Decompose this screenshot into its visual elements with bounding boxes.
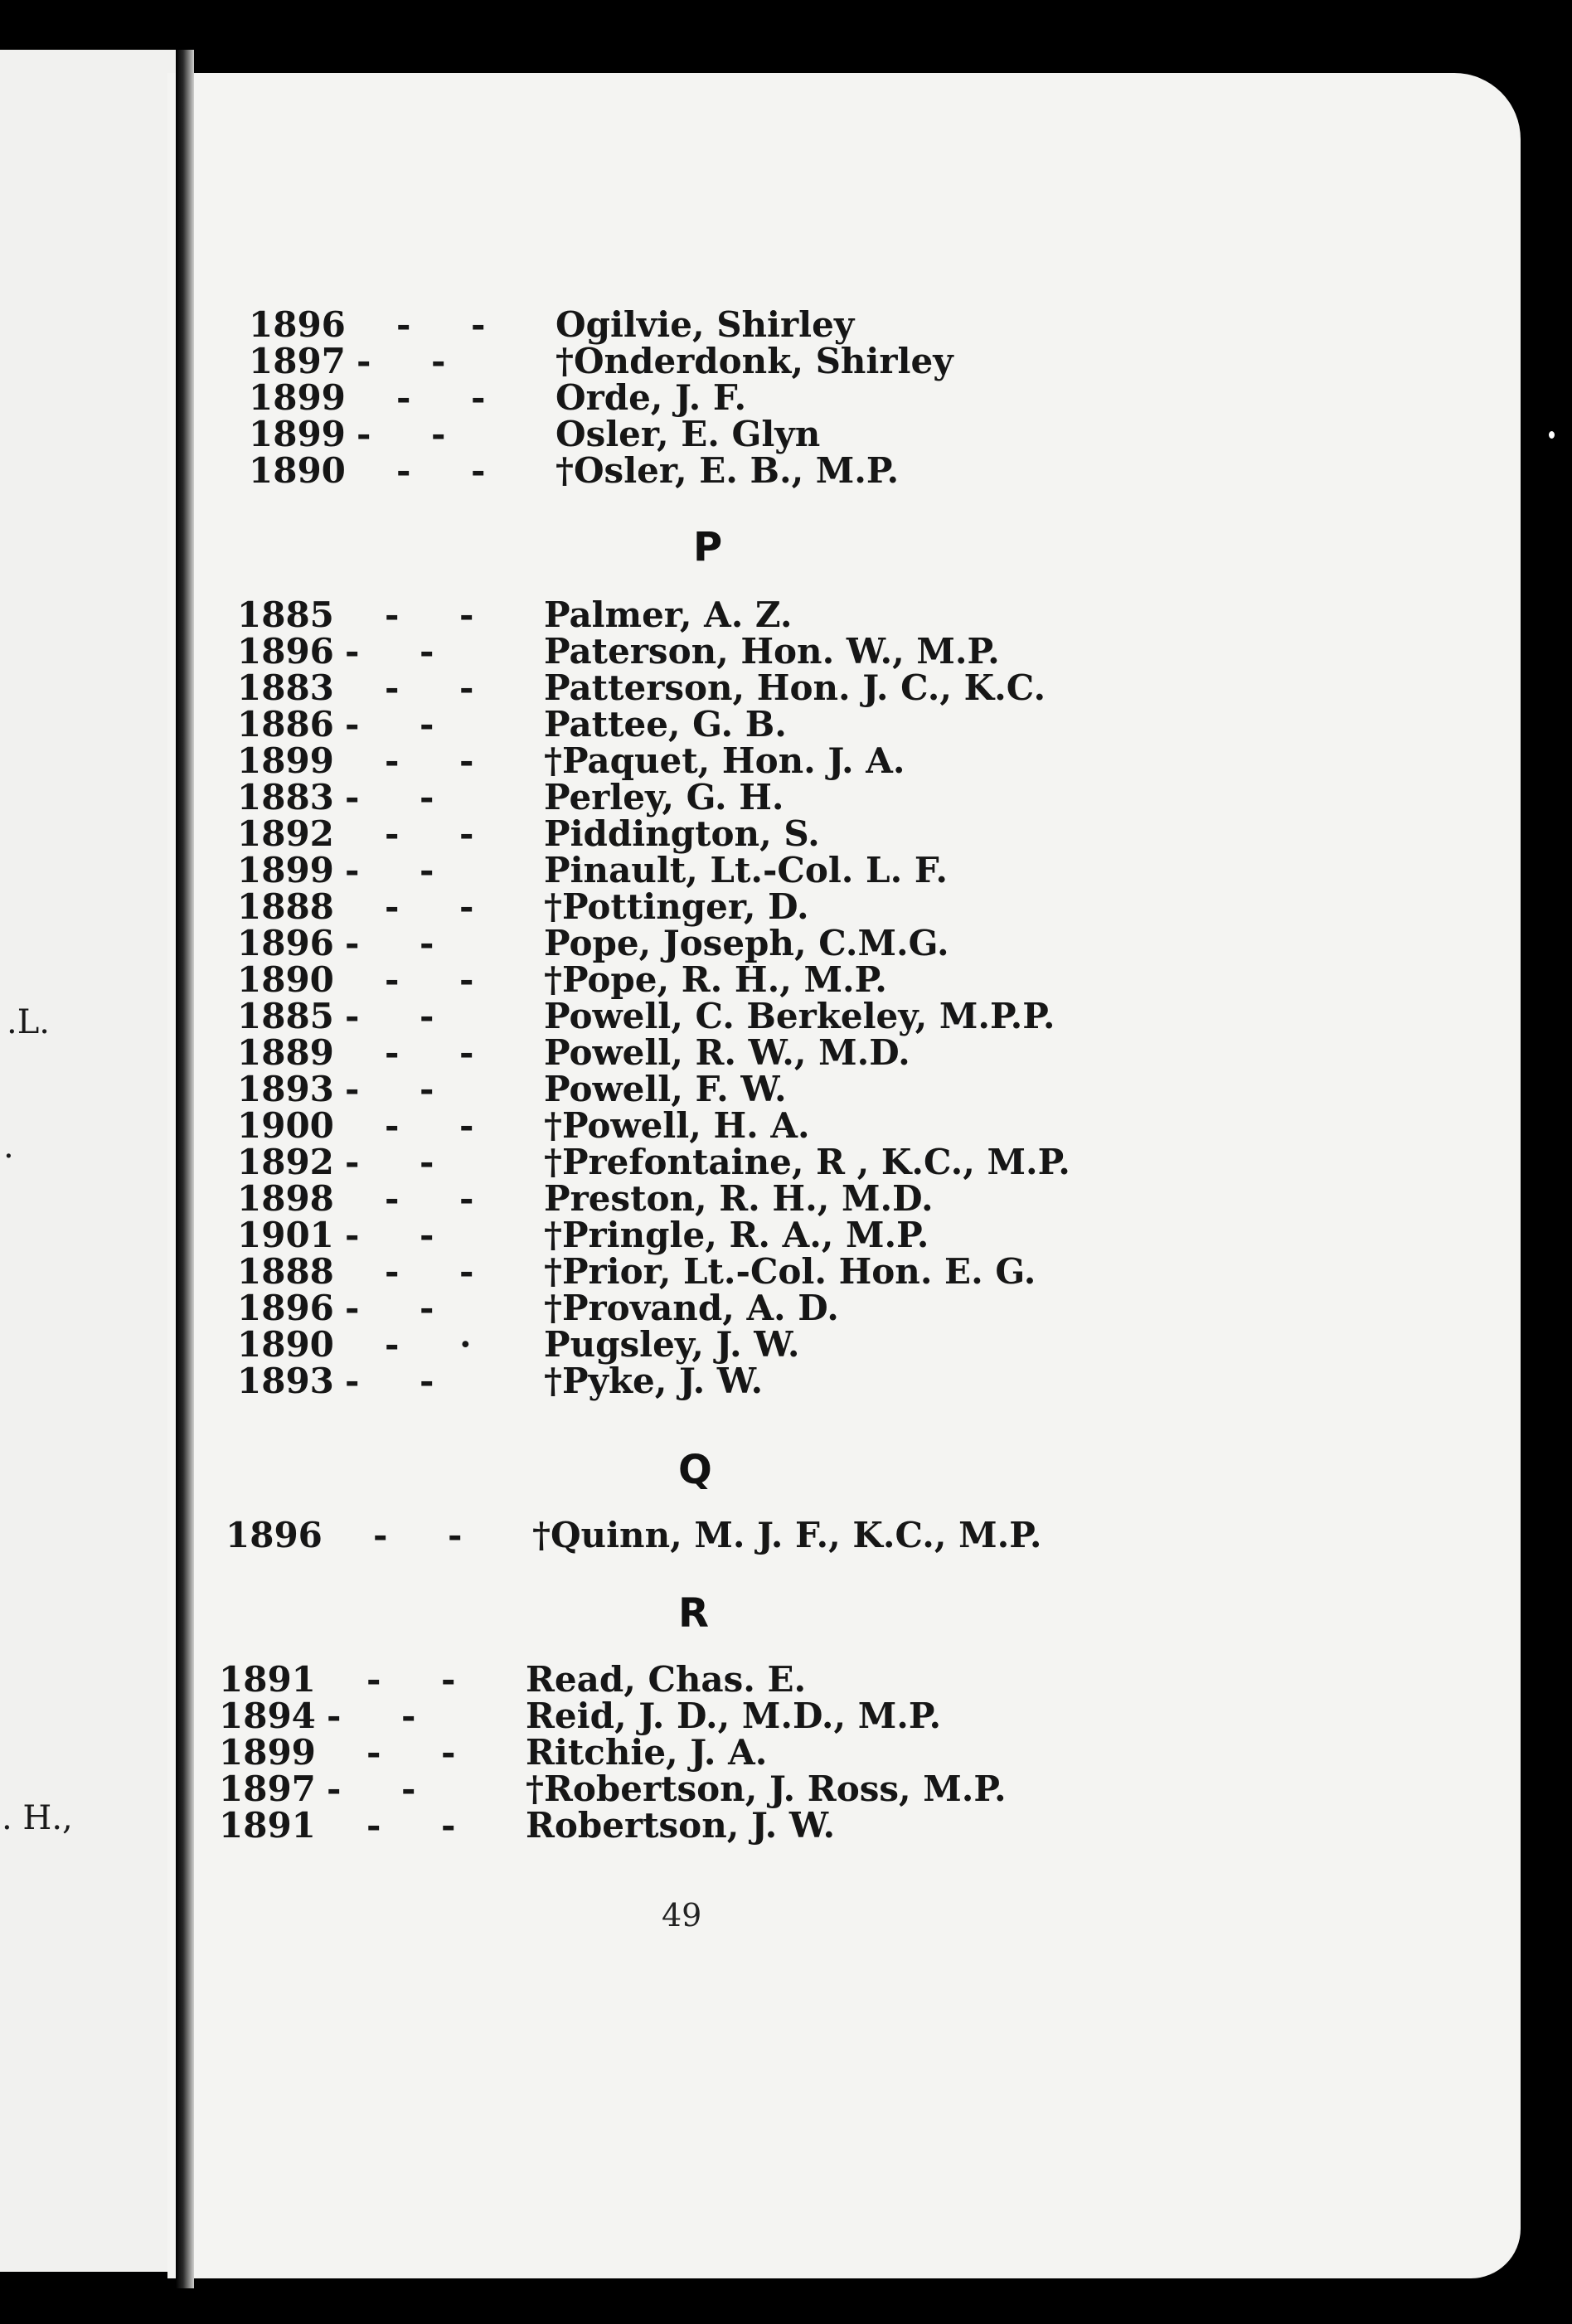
entry-name: †Pottinger, D.: [544, 886, 809, 927]
entry-dash: -: [420, 704, 434, 745]
entry-dash: -: [401, 1768, 416, 1809]
entry-dash: -: [345, 777, 360, 818]
entry-name: Powell, R. W., M.D.: [544, 1032, 910, 1073]
entry-name: †Osler, E. B., M.P.: [556, 450, 900, 491]
entry-name: Perley, G. H.: [544, 777, 784, 818]
entry-dash: -: [385, 740, 400, 781]
left-page-fragment: .: [3, 1128, 14, 1166]
page-number: 49: [662, 1897, 702, 1933]
entry-name: †Paquet, Hon. J. A.: [544, 740, 905, 781]
entry-year: 1886: [237, 704, 334, 745]
entry-year: 1889: [237, 1032, 334, 1073]
entry-year: 1896: [249, 304, 346, 345]
entry-year: 1896: [226, 1515, 323, 1555]
entry-dash: -: [441, 1732, 456, 1773]
entry-dash: -: [471, 377, 486, 418]
entry-dash: -: [459, 813, 474, 854]
entry-year: 1891: [219, 1805, 316, 1846]
entry-dash: -: [345, 923, 360, 963]
entry-dash: -: [420, 850, 434, 890]
section-letter-heading: R: [678, 1590, 709, 1637]
entry-name: †Pringle, R. A., M.P.: [544, 1215, 929, 1255]
left-page-fragment: .L.: [7, 1003, 50, 1041]
entry-name: Ogilvie, Shirley: [556, 304, 855, 345]
entry-year: 1899: [249, 377, 346, 418]
entry-year: 1901: [237, 1215, 334, 1255]
entry-name: †Powell, H. A.: [544, 1105, 810, 1146]
entry-year: 1891: [219, 1659, 316, 1700]
entry-dash: -: [420, 1361, 434, 1401]
entry-dash: -: [459, 740, 474, 781]
entry-name: †Quinn, M. J. F., K.C., M.P.: [532, 1515, 1042, 1555]
entry-dash: -: [345, 1142, 360, 1182]
entry-name: Orde, J. F.: [556, 377, 747, 418]
entry-name: Pattee, G. B.: [544, 704, 787, 745]
entry-year: 1885: [237, 996, 334, 1036]
entry-dash: -: [396, 450, 411, 491]
entry-name: Preston, R. H., M.D.: [544, 1178, 934, 1219]
section-letter-heading: P: [693, 524, 723, 570]
entry-name: Ritchie, J. A.: [526, 1732, 768, 1773]
entry-name: Powell, F. W.: [544, 1069, 787, 1109]
entry-year: 1890: [237, 1324, 334, 1365]
entry-year: 1899: [237, 740, 334, 781]
entry-name: †Onderdonk, Shirley: [556, 341, 953, 381]
entry-dash: -: [385, 1032, 400, 1073]
entry-year: 1890: [249, 450, 346, 491]
entry-year: 1888: [237, 1251, 334, 1292]
entry-dash: -: [385, 1178, 400, 1219]
entry-dash: -: [385, 1251, 400, 1292]
entry-name: Pinault, Lt.-Col. L. F.: [544, 850, 949, 890]
entry-dash: -: [401, 1696, 416, 1736]
entry-dash: -: [345, 1069, 360, 1109]
entry-year: 1888: [237, 886, 334, 927]
entry-year: 1883: [237, 777, 334, 818]
entry-name: Palmer, A. Z.: [544, 594, 793, 635]
entry-year: 1899: [219, 1732, 316, 1773]
entry-name: Osler, E. Glyn: [556, 414, 821, 454]
entry-year: 1896: [237, 1288, 334, 1328]
entry-dash: -: [345, 1361, 360, 1401]
entry-dash: -: [459, 667, 474, 708]
entry-dash: -: [459, 959, 474, 1000]
entry-dash: -: [345, 1215, 360, 1255]
entry-year: 1898: [237, 1178, 334, 1219]
left-page-fragment: . H.,: [2, 1799, 73, 1837]
entry-dash: -: [357, 341, 371, 381]
entry-dash: -: [345, 631, 360, 672]
entry-dash: -: [357, 414, 371, 454]
entry-name: Robertson, J. W.: [526, 1805, 836, 1846]
entry-year: 1892: [237, 813, 334, 854]
dust-speck: [1549, 431, 1555, 439]
entry-year: 1892: [237, 1142, 334, 1182]
entry-dash: -: [459, 1105, 474, 1146]
entry-year: 1890: [237, 959, 334, 1000]
entry-name: †Pyke, J. W.: [544, 1361, 764, 1401]
entry-dash: -: [420, 631, 434, 672]
entry-dash: -: [345, 1288, 360, 1328]
entry-year: 1897: [219, 1768, 316, 1809]
entry-dash: -: [431, 414, 446, 454]
entry-dash: -: [327, 1768, 342, 1809]
entry-dash: -: [345, 850, 360, 890]
entry-dash: -: [420, 1288, 434, 1328]
entry-dash: -: [396, 377, 411, 418]
entry-name: Piddington, S.: [544, 813, 820, 854]
entry-dash: -: [327, 1696, 342, 1736]
entry-dash: -: [366, 1732, 381, 1773]
entry-year: 1896: [237, 923, 334, 963]
entry-dash: -: [420, 996, 434, 1036]
entry-name: †Pope, R. H., M.P.: [544, 959, 887, 1000]
entry-year: 1900: [237, 1105, 334, 1146]
entry-name: Read, Chas. E.: [526, 1659, 807, 1700]
entry-year: 1885: [237, 594, 334, 635]
entry-dash: -: [366, 1659, 381, 1700]
entry-dash: -: [420, 1215, 434, 1255]
entry-name: Paterson, Hon. W., M.P.: [544, 631, 1000, 672]
entry-dash: -: [420, 923, 434, 963]
entry-name: †Prior, Lt.-Col. Hon. E. G.: [544, 1251, 1036, 1292]
entry-year: 1894: [219, 1696, 316, 1736]
entry-dash: -: [459, 1251, 474, 1292]
entry-name: Reid, J. D., M.D., M.P.: [526, 1696, 942, 1736]
entry-dash: -: [345, 996, 360, 1036]
entry-dash: -: [471, 450, 486, 491]
entry-year: 1899: [237, 850, 334, 890]
entry-dash: -: [448, 1515, 463, 1555]
entry-dash: -: [459, 1178, 474, 1219]
entry-year: 1896: [237, 631, 334, 672]
entry-year: 1893: [237, 1361, 334, 1401]
section-letter-heading: Q: [678, 1447, 712, 1493]
entry-dash: -: [471, 304, 486, 345]
entry-dash: -: [459, 886, 474, 927]
entry-dash: -: [420, 1069, 434, 1109]
entry-dash: -: [396, 304, 411, 345]
entry-year: 1899: [249, 414, 346, 454]
entry-year: 1897: [249, 341, 346, 381]
entry-dash: -: [441, 1805, 456, 1846]
entry-dash: -: [385, 1324, 400, 1365]
entry-dash: -: [366, 1805, 381, 1846]
entry-name: †Provand, A. D.: [544, 1288, 839, 1328]
entry-dash: ·: [459, 1324, 472, 1365]
entry-dash: -: [385, 886, 400, 927]
entry-dash: -: [385, 667, 400, 708]
entry-name: †Robertson, J. Ross, M.P.: [526, 1768, 1007, 1809]
entry-year: 1883: [237, 667, 334, 708]
page-gutter: [176, 50, 194, 2288]
entry-dash: -: [420, 777, 434, 818]
entry-dash: -: [420, 1142, 434, 1182]
entry-dash: -: [385, 1105, 400, 1146]
left-page: [0, 50, 176, 2272]
entry-dash: -: [385, 959, 400, 1000]
entry-name: Patterson, Hon. J. C., K.C.: [544, 667, 1046, 708]
entry-dash: -: [345, 704, 360, 745]
entry-dash: -: [459, 1032, 474, 1073]
entry-name: Pope, Joseph, C.M.G.: [544, 923, 949, 963]
entry-dash: -: [431, 341, 446, 381]
entry-name: †Prefontaine, R , K.C., M.P.: [544, 1142, 1070, 1182]
entry-dash: -: [441, 1659, 456, 1700]
entry-dash: -: [459, 594, 474, 635]
entry-year: 1893: [237, 1069, 334, 1109]
entry-dash: -: [385, 813, 400, 854]
entry-dash: -: [373, 1515, 388, 1555]
entry-name: Pugsley, J. W.: [544, 1324, 800, 1365]
entry-dash: -: [385, 594, 400, 635]
entry-name: Powell, C. Berkeley, M.P.P.: [544, 996, 1055, 1036]
